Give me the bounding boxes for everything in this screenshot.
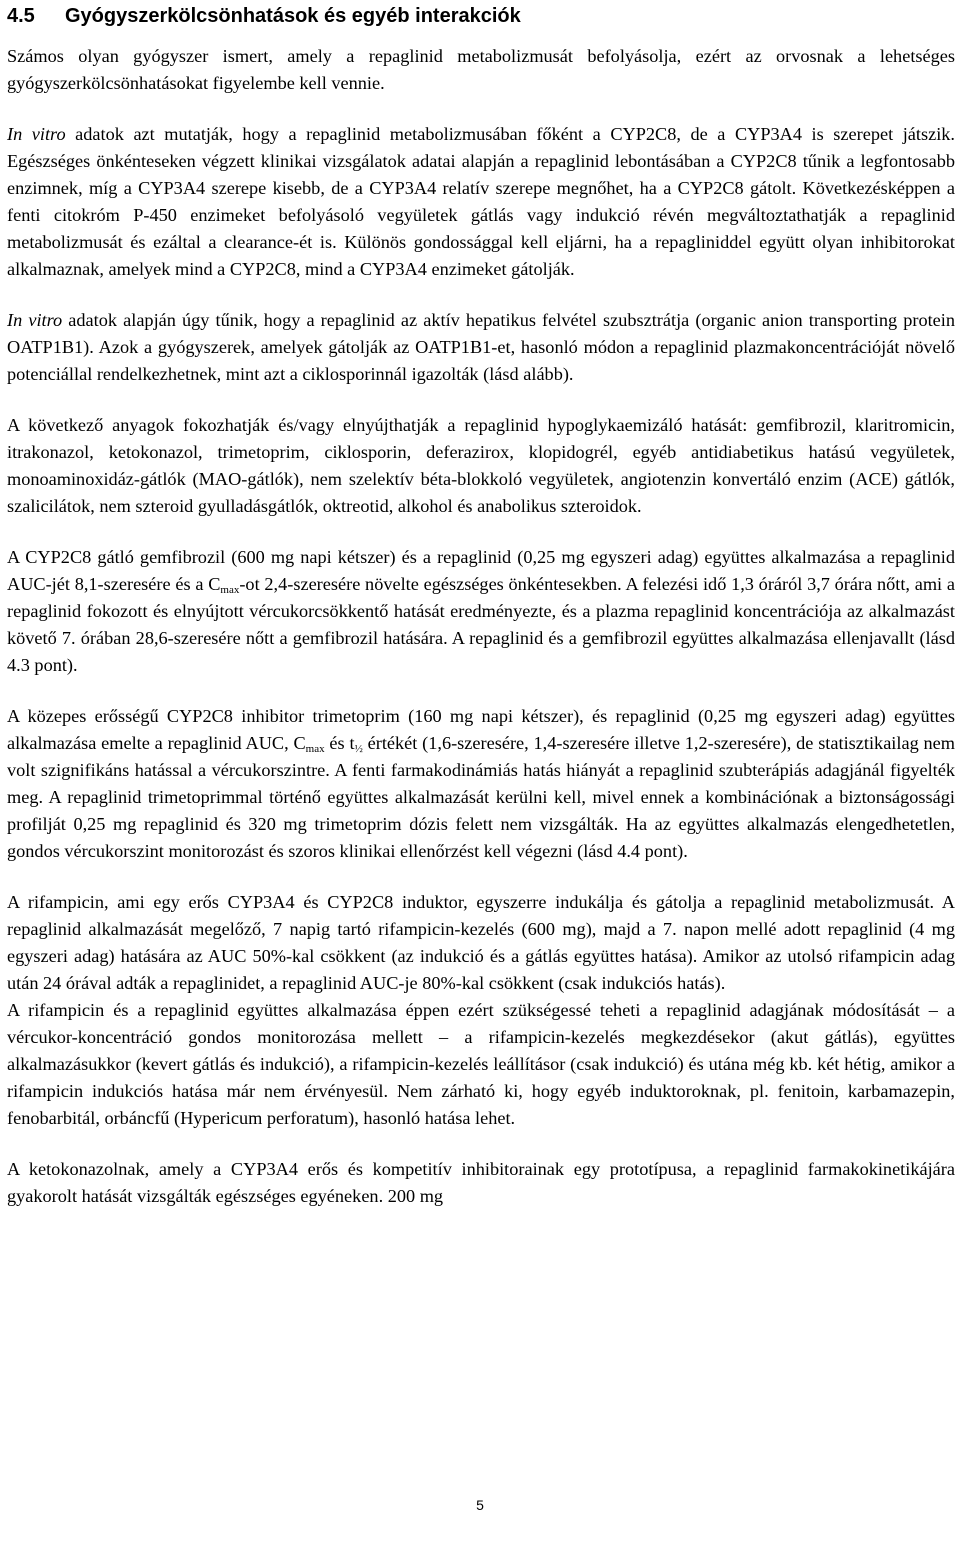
paragraph-rifampicin-dosing xyxy=(7,997,955,1132)
paragraph-rifampicin-dosing-text: A rifampicin és a repaglinid együttes alkalmazása éppen ezért szükségessé teheti a repaglinid adagjának módosítását – a vércukor-koncentráció gondos monitorozása mellett – a rifampicin-kezelés megkezdésekor (akut gátlás), együttes alkalmazásukkor (kevert gátlás és indukció), a rifampicin-kezelés leállításor (csak indukció) és utána még kb. két hétig, amikor a rifampicin indukciós hatása már nem érvényesül. Nem zárható ki, hogy egyéb induktoroknak, pl. fenitoin, karbamazepin, fenobarbitál, orbáncfű (Hypericum perforatum), hasonló hatása lehet. xyxy=(7,1000,955,1128)
paragraph-ketoconazole-text: A ketokonazolnak, amely a CYP3A4 erős és kompetitív inhibitorainak egy prototípusa, a repaglinid farmakokinetikájára gyakorolt hatását vizsgálták egészséges egyéneken. 200 mg xyxy=(7,1159,955,1206)
paragraph-cyp-metabolism xyxy=(7,121,955,283)
in-vitro-label: In vitro xyxy=(7,124,66,144)
in-vitro-label: In vitro xyxy=(7,310,63,330)
paragraph-oatp1b1-text: adatok alapján úgy tűnik, hogy a repaglinid az aktív hepatikus felvétel szubsztrátja (organic anion transporting protein OATP1B1). Azok a gyógyszerek, amelyek gátolják az OATP1B1-et, hasonló módon a repaglinid plazmakoncentrációját növelő potenciállal rendelkezhetnek, mint azt a ciklosporinnál igazolták (lásd alább). xyxy=(7,310,955,384)
paragraph-rifampicin-text: A rifampicin, ami egy erős CYP3A4 és CYP2C8 induktor, egyszerre indukálja és gátolja a repaglinid metabolizmusát. A repaglinid alkalmazását megelőző, 7 napig tartó rifampicin-kezelés (600 mg), majd a 7. napon mellé adott repaglinid (4 mg egyszeri adag) hatására az AUC 50%-kal csökkent (az indukció és a gátlás együttes hatása). Amikor az utolsó rifampicin adag után 24 órával adták a repaglinidet, a repaglinid AUC-je 80%-kal csökkent (csak indukciós hatás). xyxy=(7,892,955,993)
paragraph-trimethoprim-text-b: és t xyxy=(324,733,355,753)
paragraph-oatp1b1 xyxy=(7,307,955,388)
paragraph-rifampicin xyxy=(7,889,955,997)
cmax-subscript: max xyxy=(220,584,240,596)
paragraph-trimethoprim-text-a: A közepes erősségű CYP2C8 inhibitor trimetoprim (160 mg napi kétszer), és repaglinid (0,25 mg egyszeri adag) együttes alkalmazása emelte a repaglinid AUC, C xyxy=(7,706,955,753)
half-life-subscript: ½ xyxy=(354,743,363,755)
cmax-subscript: max xyxy=(305,743,325,755)
section-title: Gyógyszerkölcsönhatások és egyéb interakciók xyxy=(65,5,521,27)
paragraph-trimethoprim xyxy=(7,703,955,865)
paragraph-enhancing-substances xyxy=(7,412,955,520)
paragraph-intro-text: Számos olyan gyógyszer ismert, amely a repaglinid metabolizmusát befolyásolja, ezért az orvosnak a lehetséges gyógyszerkölcsönhatásokat figyelembe kell vennie. xyxy=(7,46,955,93)
document-page xyxy=(7,0,955,1210)
paragraph-cyp-metabolism-text: adatok azt mutatják, hogy a repaglinid metabolizmusában főként a CYP2C8, de a CYP3A4 is szerepet játszik. Egészséges önkénteseken végzett klinikai vizsgálatok adatai alapján a repaglinid lebontásában a CYP2C8 tűnik a legfontosabb enzimnek, míg a CYP3A4 szerepe kisebb, de a CYP3A4 relatív szerepe megnőhet, ha a CYP2C8 gátolt. Következésképpen a fenti citokróm P-450 enzimeket befolyásoló vegyületek gátlás vagy indukció révén megváltoztathatják a repaglinid metabolizmusát és ezáltal a clearance-ét is. Különös gondossággal kell eljárni, ha a repagliniddel együtt olyan inhibitorokat alkalmaznak, amelyek mind a CYP2C8, mind a CYP3A4 enzimeket gátolják. xyxy=(7,124,955,279)
paragraph-intro xyxy=(7,43,955,97)
paragraph-trimethoprim-text-c: értékét (1,6-szeresére, 1,4-szeresére illetve 1,2-szeresére), de statisztikailag nem volt szignifikáns hatással a vércukorszintre. A fenti farmakodinámiás hatás hiányát a repaglinid szubterápiás adagjánál figyelték meg. A repaglinid trimetoprimmal történő együttes alkalmazását kerülni kell, mivel ennek a kombinációnak a biztonságossági profilját 0,25 mg repaglinid és 320 mg trimetoprim dózis felett nem vizsgálták. Ha az együttes alkalmazás elengedhetetlen, gondos vércukorszint monitorozást és szoros klinikai ellenőrzést kell végezni (lásd 4.4 pont). xyxy=(7,733,955,861)
section-heading xyxy=(7,0,955,43)
section-number: 4.5 xyxy=(7,5,35,27)
paragraph-gemfibrozil-text-b: -ot 2,4-szeresére növelte egészséges önkéntesekben. A felezési idő 1,3 óráról 3,7 órára nőtt, ami a repaglinid fokozott és elnyújtott vércukorcsökkentő hatását eredményezte, és a plazma repaglinid koncentrációja az alkalmazást követő 7. órában 28,6-szeresére nőtt a gemfibrozil hatására. A repaglinid és a gemfibrozil együttes alkalmazása ellenjavallt (lásd 4.3 pont). xyxy=(7,574,955,675)
paragraph-gemfibrozil-text-a: A CYP2C8 gátló gemfibrozil (600 mg napi kétszer) és a repaglinid (0,25 mg egyszeri adag) együttes alkalmazása a repaglinid AUC-jét 8,1-szeresére és a C xyxy=(7,547,955,594)
page-number: 5 xyxy=(476,1497,484,1513)
paragraph-gemfibrozil xyxy=(7,544,955,679)
paragraph-ketoconazole xyxy=(7,1156,955,1210)
paragraph-enhancing-substances-text: A következő anyagok fokozhatják és/vagy elnyújthatják a repaglinid hypoglykaemizáló hatását: gemfibrozil, klaritromicin, itrakonazol, ketokonazol, trimetoprim, ciklosporin, deferazirox, klopidogrél, egyéb antidiabetikus hatású vegyületek, monoaminoxidáz-gátlók (MAO-gátlók), nem szelektív béta-blokkoló vegyületek, angiotenzin konvertáló enzim (ACE) gátlók, szalicilátok, nem szteroid gyulladásgátlók, oktreotid, alkohol és anabolikus szteroidok. xyxy=(7,415,955,516)
